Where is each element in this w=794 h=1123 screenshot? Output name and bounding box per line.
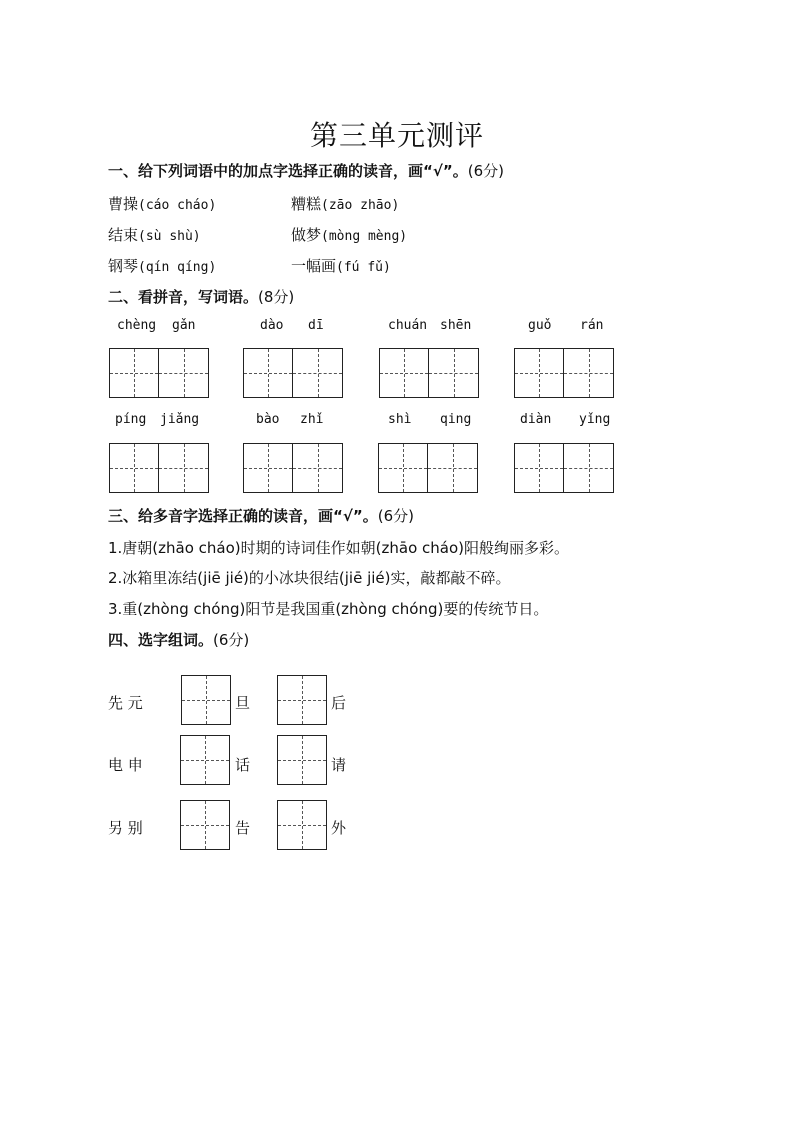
grid-cell[interactable] [180,800,230,850]
word: 一幅画 [291,257,337,275]
grid-cell[interactable] [563,348,614,398]
grid-cell[interactable] [428,348,479,398]
suffix-char: 话 [235,756,251,774]
word-item [108,193,216,214]
pinyin: shēn [440,318,472,333]
word: 结束 [108,226,139,244]
grid-cell[interactable] [277,735,327,785]
section-1-heading-text: 一、给下列词语中的加点字选择正确的读音，画“√”。 [108,162,468,180]
sentence-1: 1.唐朝(zhāo cháo)时期的诗词佳作如朝(zhāo cháo)阳般绚丽多彩。 [108,539,570,557]
word: 糟糕 [291,195,322,213]
page-title: 第三单元测评 [309,119,484,152]
section-4-heading-text: 四、选字组词。 [108,631,214,649]
grid-cell[interactable] [181,675,231,725]
word-item [108,224,201,245]
word-item [291,224,407,245]
section-3-points: (6分) [377,507,414,525]
word-item [108,255,216,276]
pinyin: zhǐ [300,412,324,427]
section-1-heading [108,160,504,181]
word-item [291,193,399,214]
pinyin: diàn [520,412,552,427]
pinyin: píng [115,412,147,427]
suffix-char: 外 [331,819,347,837]
reading: (mòng mèng) [321,229,408,244]
writing-grid[interactable] [378,443,478,493]
writing-grid[interactable] [379,348,479,398]
writing-grid[interactable] [514,348,614,398]
grid-cell[interactable] [427,443,478,493]
grid-cell[interactable] [180,735,230,785]
pinyin: guǒ [528,318,552,333]
choice-chars: 另 别 [108,819,143,837]
writing-grid[interactable] [109,443,209,493]
word: 钢琴 [108,257,139,275]
pinyin: qing [440,412,472,427]
sentence-3: 3.重(zhòng chóng)阳节是我国重(zhòng chóng)要的传统节日。 [108,600,549,618]
grid-cell[interactable] [158,443,209,493]
sentence-2: 2.冰箱里冻结(jiē jié)的小冰块很结(jiē jié)实，敲都敲不碎。 [108,569,511,587]
suffix-char: 请 [331,756,347,774]
writing-grid[interactable] [243,348,343,398]
pinyin: dī [308,318,324,333]
section-3-heading [108,505,414,526]
pinyin: chuán [388,318,428,333]
section-3-heading-text: 三、给多音字选择正确的读音，画“√”。 [108,507,378,525]
grid-cell[interactable] [158,348,209,398]
reading: (fú fǔ) [336,260,391,275]
grid-cell[interactable] [109,348,159,398]
suffix-char: 旦 [235,694,251,712]
answer-box[interactable] [180,735,230,785]
reading: (sù shù) [138,229,201,244]
pinyin: jiǎng [160,412,200,427]
pinyin: dào [260,318,284,333]
pinyin: yǐng [579,412,611,427]
grid-cell[interactable] [243,443,293,493]
section-2-heading [108,286,294,307]
answer-box[interactable] [277,800,327,850]
grid-cell[interactable] [379,348,429,398]
section-2-heading-text: 二、看拼音，写词语。 [108,288,259,306]
word: 曹操 [108,195,139,213]
answer-box[interactable] [277,675,327,725]
writing-grid[interactable] [514,443,614,493]
grid-cell[interactable] [514,348,564,398]
answer-box[interactable] [180,800,230,850]
section-4-points: (6分) [213,631,250,649]
grid-cell[interactable] [292,348,343,398]
section-1-points: (6分) [467,162,504,180]
suffix-char: 告 [235,819,251,837]
grid-cell[interactable] [243,348,293,398]
reading: (cáo cháo) [138,198,217,213]
writing-grid[interactable] [109,348,209,398]
suffix-char: 后 [331,694,347,712]
word: 做梦 [291,226,322,244]
grid-cell[interactable] [563,443,614,493]
pinyin: shì [388,412,412,427]
answer-box[interactable] [181,675,231,725]
grid-cell[interactable] [277,800,327,850]
grid-cell[interactable] [109,443,159,493]
grid-cell[interactable] [292,443,343,493]
section-2-points: (8分) [258,288,295,306]
grid-cell[interactable] [514,443,564,493]
pinyin: rán [580,318,604,333]
answer-box[interactable] [277,735,327,785]
pinyin: gǎn [172,318,196,333]
reading: (zāo zhāo) [321,198,400,213]
word-item [291,255,391,276]
choice-chars: 先 元 [108,694,143,712]
grid-cell[interactable] [378,443,428,493]
choice-chars: 电 申 [108,756,143,774]
grid-cell[interactable] [277,675,327,725]
reading: (qín qíng) [138,260,217,275]
section-4-heading [108,629,249,650]
pinyin: bào [256,412,280,427]
writing-grid[interactable] [243,443,343,493]
pinyin: chèng [117,318,157,333]
